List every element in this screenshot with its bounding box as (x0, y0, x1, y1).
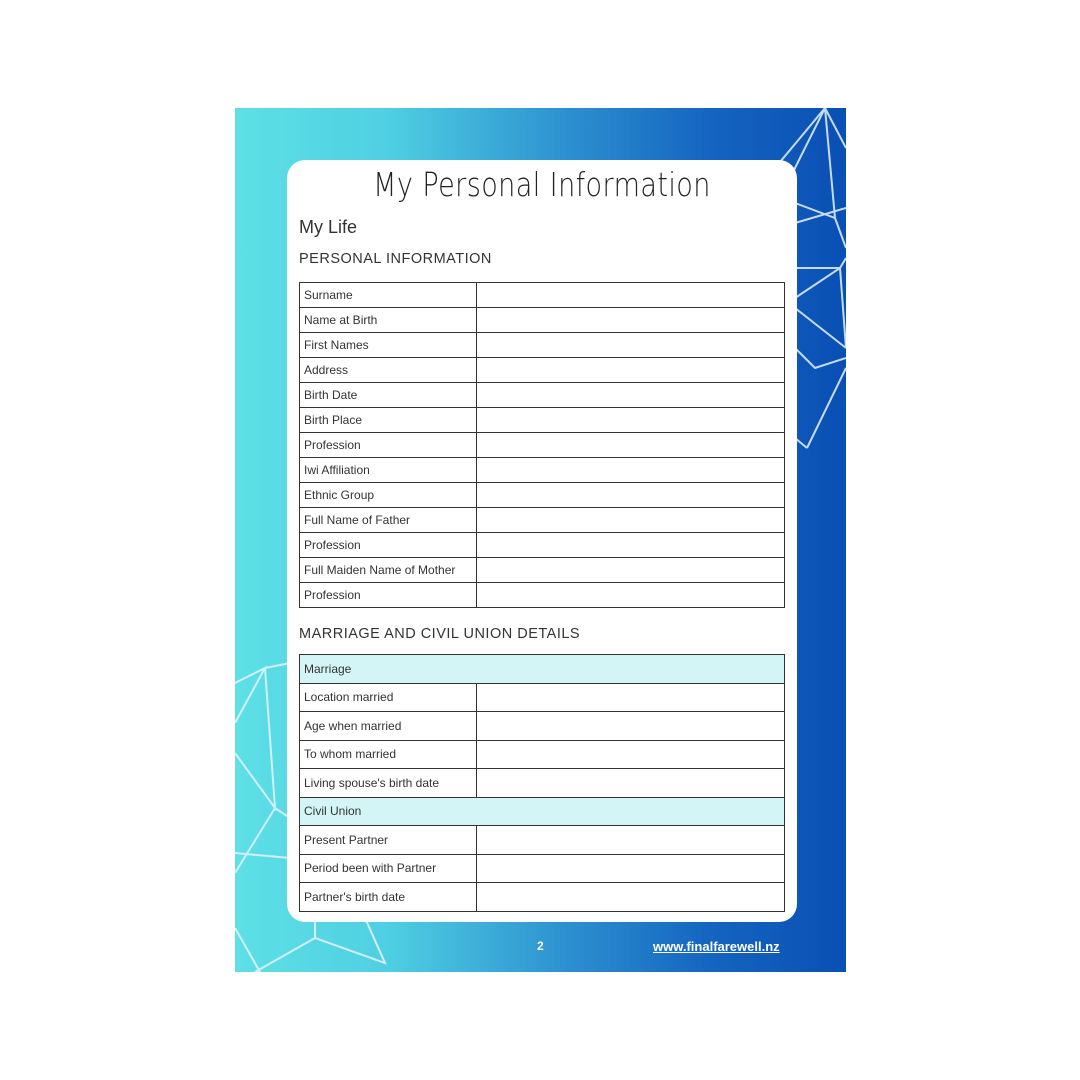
table-row (300, 655, 785, 684)
table-row (300, 583, 785, 608)
field-value-cell[interactable] (477, 408, 785, 433)
field-label: Profession (300, 583, 477, 608)
field-label: Surname (300, 283, 477, 308)
field-label: Profession (300, 533, 477, 558)
table-row (300, 558, 785, 583)
table-row (300, 383, 785, 408)
table-row (300, 826, 785, 855)
table-row (300, 854, 785, 883)
table-row (300, 433, 785, 458)
field-label: Age when married (300, 712, 477, 741)
personal-info-table (299, 282, 785, 608)
field-value-cell[interactable] (477, 740, 785, 769)
field-label: Birth Date (300, 383, 477, 408)
page-subtitle: My Life (299, 217, 358, 237)
table-row (300, 683, 785, 712)
field-value-cell[interactable] (477, 883, 785, 912)
field-value-cell[interactable] (477, 826, 785, 855)
table-row (300, 483, 785, 508)
field-value-cell[interactable] (477, 558, 785, 583)
table-row (300, 333, 785, 358)
table-row (300, 533, 785, 558)
field-value-cell[interactable] (477, 508, 785, 533)
page-number: 2 (537, 939, 544, 953)
field-value-cell[interactable] (477, 308, 785, 333)
field-label: To whom married (300, 740, 477, 769)
field-label: Full Maiden Name of Mother (300, 558, 477, 583)
field-label: Iwi Affiliation (300, 458, 477, 483)
table-row (300, 740, 785, 769)
field-label: Location married (300, 683, 477, 712)
field-label: First Names (300, 333, 477, 358)
field-label: Address (300, 358, 477, 383)
field-value-cell[interactable] (477, 283, 785, 308)
field-value-cell[interactable] (477, 383, 785, 408)
marriage-heading: MARRIAGE AND CIVIL UNION DETAILS (299, 626, 581, 642)
table-row (300, 408, 785, 433)
field-label: Period been with Partner (300, 854, 477, 883)
table-row (300, 769, 785, 798)
marriage-section-header: Marriage (300, 655, 785, 684)
field-label: Birth Place (300, 408, 477, 433)
table-row (300, 712, 785, 741)
field-value-cell[interactable] (477, 683, 785, 712)
page-title: My Personal Information (373, 165, 711, 204)
field-label: Profession (300, 433, 477, 458)
table-row (300, 797, 785, 826)
website-link[interactable]: www.finalfarewell.nz (653, 939, 780, 954)
field-value-cell[interactable] (477, 358, 785, 383)
field-value-cell[interactable] (477, 333, 785, 358)
field-label: Present Partner (300, 826, 477, 855)
table-row (300, 458, 785, 483)
personal-info-heading: PERSONAL INFORMATION (299, 251, 492, 267)
table-row (300, 358, 785, 383)
civil-union-section-header: Civil Union (300, 797, 785, 826)
marriage-table (299, 654, 785, 912)
field-value-cell[interactable] (477, 433, 785, 458)
table-row (300, 308, 785, 333)
field-value-cell[interactable] (477, 533, 785, 558)
field-label: Living spouse's birth date (300, 769, 477, 798)
field-label: Name at Birth (300, 308, 477, 333)
table-row (300, 283, 785, 308)
table-row (300, 883, 785, 912)
field-label: Full Name of Father (300, 508, 477, 533)
field-value-cell[interactable] (477, 712, 785, 741)
field-value-cell[interactable] (477, 458, 785, 483)
table-row (300, 508, 785, 533)
field-label: Ethnic Group (300, 483, 477, 508)
field-value-cell[interactable] (477, 769, 785, 798)
field-value-cell[interactable] (477, 854, 785, 883)
field-value-cell[interactable] (477, 483, 785, 508)
field-label: Partner's birth date (300, 883, 477, 912)
field-value-cell[interactable] (477, 583, 785, 608)
